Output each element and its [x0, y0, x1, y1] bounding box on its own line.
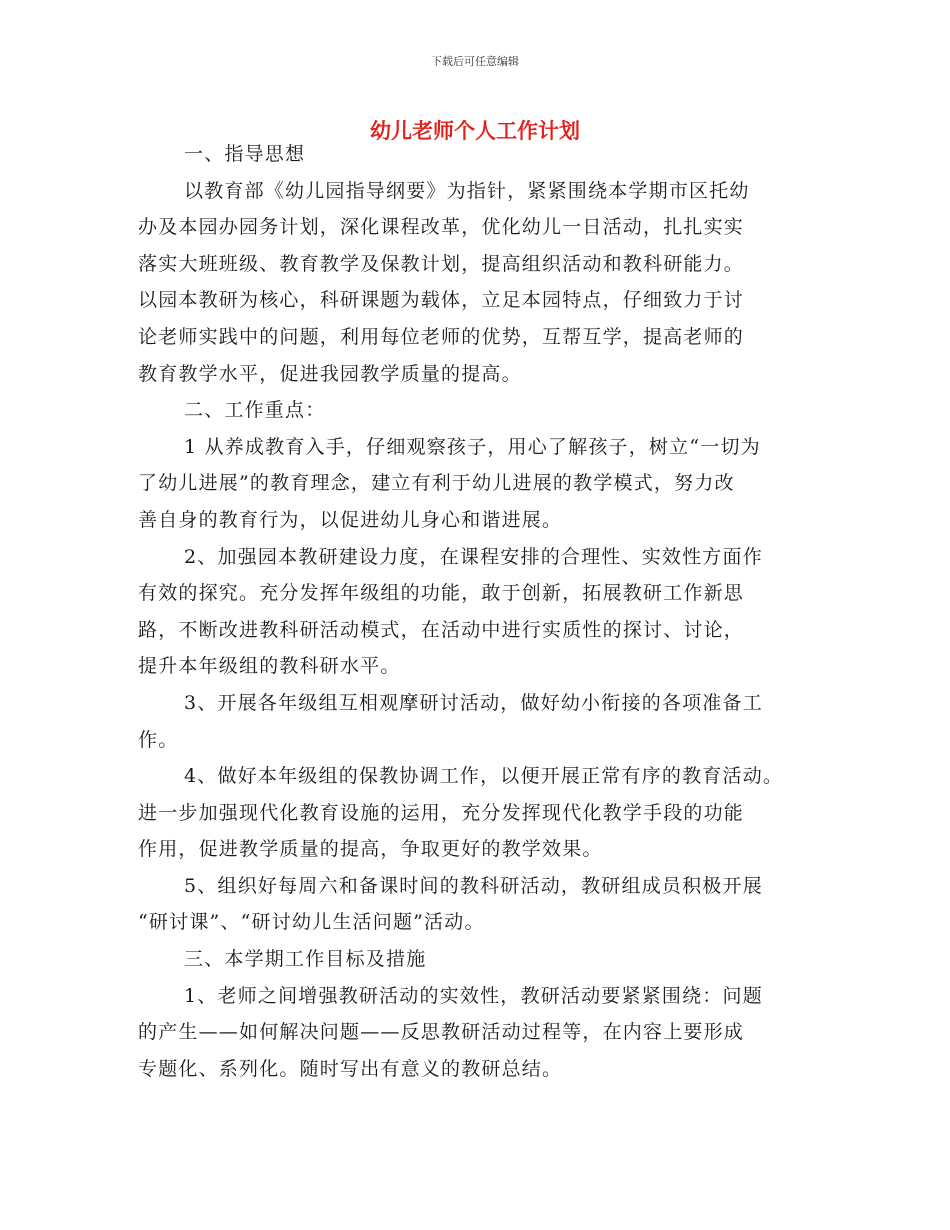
- body-line: 3、开展各年级组互相观摩研讨活动，做好幼小衔接的各项准备工: [184, 691, 763, 714]
- body-line: 2、加强园本教研建设力度，在课程安排的合理性、实效性方面作: [184, 545, 763, 568]
- body-line: 1 从养成教育入手，仔细观察孩子，用心了解孩子，树立“一切为: [184, 435, 761, 458]
- body-line: 以教育部《幼儿园指导纲要》为指针，紧紧围绕本学期市区托幼: [184, 179, 750, 202]
- body-line: 进一步加强现代化教育设施的运用，充分发挥现代化教学手段的功能: [138, 801, 745, 824]
- body-line: 落实大班班级、教育教学及保教计划，提高组织活动和教科研能力。: [138, 252, 745, 275]
- body-line: 二、工作重点：: [184, 399, 326, 422]
- body-line: 作用，促进教学质量的提高，争取更好的教学效果。: [138, 838, 603, 861]
- body-line: 4、做好本年级组的保教协调工作，以便开展正常有序的教育活动。: [184, 765, 784, 788]
- body-line: 的产生——如何解决问题——反思教研活动过程等，在内容上要形成: [138, 1021, 745, 1044]
- body-line: 教育教学水平，促进我园教学质量的提高。: [138, 362, 522, 385]
- body-line: 论老师实践中的问题，利用每位老师的优势，互帮互学，提高老师的: [138, 325, 745, 348]
- document-title: 幼儿老师个人工作计划: [370, 119, 580, 143]
- header-note: 下载后可任意编辑: [431, 55, 519, 68]
- body-line: 办及本园办园务计划，深化课程改革，优化幼儿一日活动，扎扎实实: [138, 216, 745, 239]
- body-line: 提升本年级组的教科研水平。: [138, 655, 401, 678]
- body-line: 一、指导思想: [184, 143, 306, 165]
- body-line: 5、组织好每周六和备课时间的教科研活动，教研组成员积极开展: [184, 874, 763, 897]
- body-line: 1、老师之间增强教研活动的实效性，教研活动要紧紧围绕：问题: [184, 984, 763, 1007]
- body-line: 专题化、系列化。随时写出有意义的教研总结。: [138, 1057, 563, 1080]
- body-line: 了幼儿进展”的教育理念，建立有利于幼儿进展的教学模式，努力改: [138, 472, 735, 495]
- document-body: [138, 136, 850, 1087]
- body-line: “研讨课”、“研讨幼儿生活问题”活动。: [138, 911, 485, 934]
- body-line: 路，不断改进教科研活动模式，在活动中进行实质性的探讨、讨论，: [138, 618, 745, 641]
- body-line: 善自身的教育行为，以促进幼儿身心和谐进展。: [138, 508, 563, 531]
- body-line: 三、本学期工作目标及措施: [184, 948, 427, 971]
- body-line: 作。: [138, 728, 179, 751]
- body-line: 有效的探究。充分发挥年级组的功能，敢于创新，拓展教研工作新思: [138, 582, 745, 605]
- body-line: 以园本教研为核心，科研课题为载体，立足本园特点，仔细致力于讨: [138, 289, 745, 312]
